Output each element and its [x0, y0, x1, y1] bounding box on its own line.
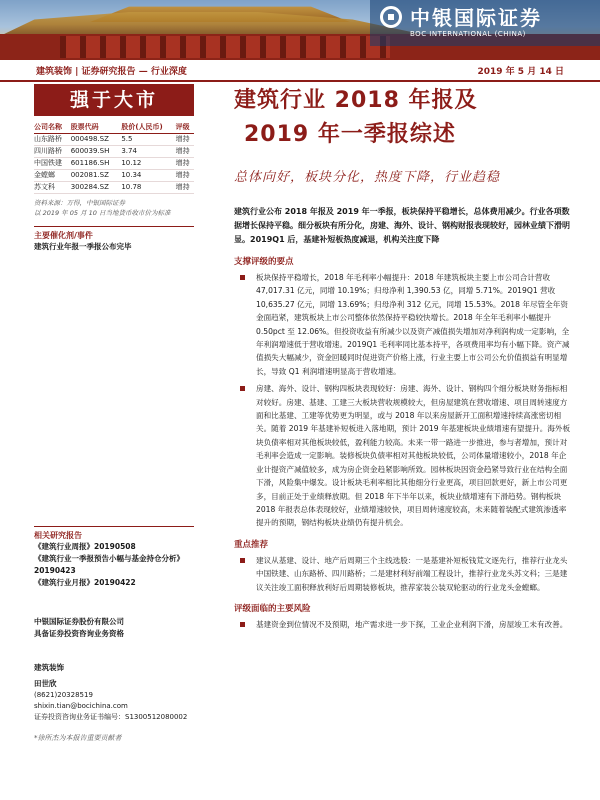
breadcrumb: 建筑装饰 | 证券研究报告 — 行业深度 [36, 67, 187, 77]
table-cell: 000498.SZ [71, 134, 122, 146]
left-sidebar [34, 84, 194, 253]
bullet-square-icon [240, 275, 245, 280]
col-header: 公司名称 [34, 122, 71, 134]
table-cell: 增持 [176, 170, 194, 182]
analyst-phone: (8621)20328519 [34, 691, 93, 699]
table-cell: 10.34 [121, 170, 175, 182]
table-cell: 中国铁建 [34, 158, 71, 170]
paragraph-text: 建议从基建、设计、地产后周期三个主线选股：一是基建补短板钱荒文逐先行，推荐行业龙头中国铁建、山东路桥、四川路桥；二是建材利好前端工程设计，推荐行业龙头苏文科；三是建议关注竣工面积释放利好后周期装修板块，推荐家装公装双轮驱动的行业龙头金螳螂。 [256, 555, 568, 592]
company-info [34, 616, 194, 640]
paragraph-text: 基建资金到位情况不及预期，地产需求进一步下探，工业企业利润下滑，房屋竣工未有改善。 [256, 619, 568, 629]
table-cell: 10.78 [121, 182, 175, 194]
bullet-paragraph [234, 554, 572, 594]
bullet-paragraph [234, 618, 572, 631]
bullet-square-icon [240, 558, 245, 563]
table-row [34, 146, 194, 158]
table-cell: 10.12 [121, 158, 175, 170]
report-summary: 建筑行业公布 2018 年报及 2019 年一季报，板块保持平稳增长，总体费用减少。行业各项数据增长保持平稳。细分板块有所分化，房建、海外、设计、钢构财报表现较好，园林业绩下滑明显。2019Q1 后，基建补短板热度减退，机构关注度下降 [234, 207, 570, 244]
related-item: 《建筑行业月报》20190422 [34, 578, 136, 587]
table-cell: 苏文科 [34, 182, 71, 194]
main-content [234, 84, 572, 631]
col-header: 股价(人民币) [121, 122, 175, 134]
col-header: 评级 [176, 122, 194, 134]
palace-columns [60, 36, 390, 58]
bullet-paragraph [234, 271, 572, 378]
related-reports [34, 518, 194, 589]
events-heading: 主要催化剂/事件 [34, 226, 194, 241]
sector-name: 建筑装饰 [34, 663, 64, 672]
analyst-cert: 证券投资咨询业务证书编号：S1300512080002 [34, 713, 188, 721]
related-heading: 相关研究报告 [34, 526, 194, 541]
brand-logo [370, 0, 600, 46]
bullet-paragraph [234, 382, 572, 529]
brand-name-en: BOC INTERNATIONAL (CHINA) [410, 30, 526, 38]
table-cell: 增持 [176, 146, 194, 158]
price-date-line: 以 2019 年 05 月 10 日当地货币收市价为标准 [34, 209, 171, 217]
report-date: 2019 年 5 月 14 日 [477, 67, 564, 77]
brand-name-cn: 中银国际证券 [410, 6, 542, 30]
table-source-note [34, 198, 194, 218]
section-recommendations: 重点推荐 [234, 539, 269, 550]
table-cell: 四川路桥 [34, 146, 71, 158]
analyst-email[interactable]: shixin.tian@bocichina.com [34, 702, 128, 710]
source-line: 资料来源：万得，中银国际证券 [34, 199, 125, 207]
section-rating-points: 支撑评级的要点 [234, 257, 294, 267]
analyst-name: 田世欣 [34, 679, 57, 688]
table-cell: 601186.SH [71, 158, 122, 170]
paragraph-text: 板块保持平稳增长，2018 年毛利率小幅提升：2018 年建筑板块主要上市公司合计营收 47,017.31 亿元，同增 10.19%；归母净利 1,390.53 亿，同增 5.71%。2019Q1 营收 10,635.27 亿元，同增 13.69%；归母净利 312 亿元，同增 15.53%。2018 年尽管全年资金面趋紧，建筑板块上市公司整体依然保持平稳较快增长。2018 年全年毛利率小幅提升 0.50pct 至 12.06%。但投资收益有所减少以及资产减值损失增加对净利润构成一定影响，全年利润增速低于营收增速。2019Q1 毛利率同比基本持平，各项费用率均有小幅下降。资产减值损失大幅减少，资金回暖同时促进资产价格上涨，行业主要上市公司公允价值损益有明显增长，导致 Q1 利润增速明显高于营收增速。 [256, 273, 570, 376]
table-cell: 增持 [176, 158, 194, 170]
boc-logo-icon [380, 6, 402, 28]
analyst-info [34, 662, 194, 723]
report-title-line1: 建筑行业 2018 年报及 [234, 88, 478, 113]
table-row [34, 158, 194, 170]
table-row [34, 170, 194, 182]
report-title-line2: 2019 年一季报综述 [244, 122, 456, 147]
stock-table [34, 122, 194, 194]
table-cell: 山东路桥 [34, 134, 71, 146]
col-header: 股票代码 [71, 122, 122, 134]
company-name: 中银国际证券股份有限公司 [34, 617, 124, 626]
bullet-square-icon [240, 622, 245, 627]
table-cell: 600039.SH [71, 146, 122, 158]
stock-table-header [34, 122, 194, 134]
paragraph-text: 房建、海外、设计、钢构四板块表现较好：房建、海外、设计、钢构四个细分板块财务指标相对较好。房建、基建、工建三大板块营收规模较大，但房屋建筑在营收增速、项目周转速度方面和比基建、工建等优势更为明显，或与 2018 年以来房屋新开工面积增速持续高涨密切相关。随着 2019 年基建补短板进入落地期，预计 2019 年基建板块业绩增速有望提升。海外板块负债率相对其他板块较低，盈利能力较高。未来一带一路进一步推进，参与者增加，预计对毛利率会造成一定影响。装修板块负债率相对其他板块较低，公司体量增速较小，2018 年企业计提资产减值较多，成为房企资金趋紧影响所致。园林板块因资金趋紧导致行业在结构全面下滑，风险集中爆发。设计板块毛利率相比其他细分行业更高，项目回款更好，新上市公司更多，目前正处于业绩释放期。但 2018 年下半年以来，板块业绩增速有下滑趋势。钢构板块 2018 年报表总体表现较好，业绩增速较快，项目周转速度较高，未来随着装配式建筑渗透率提升的预期，钢结构板块业绩仍有提升机会。 [256, 384, 571, 528]
table-cell: 增持 [176, 134, 194, 146]
table-cell: 增持 [176, 182, 194, 194]
table-cell: 3.74 [121, 146, 175, 158]
rating-badge: 强于大市 [34, 84, 194, 116]
bullet-square-icon [240, 386, 245, 391]
table-cell: 5.5 [121, 134, 175, 146]
contributor-note: *徐所杰为本报告重要贡献者 [34, 734, 122, 742]
company-qualification: 具备证券投资咨询业务资格 [34, 629, 124, 638]
header-banner [0, 0, 600, 60]
table-cell: 002081.SZ [71, 170, 122, 182]
table-row [34, 134, 194, 146]
related-item: 《建筑行业周报》20190508 [34, 542, 136, 551]
related-item: 《建筑行业一季报预告小幅与基金持仓分析》20190423 [34, 554, 184, 575]
table-cell: 金螳螂 [34, 170, 71, 182]
events-text: 建筑行业年报一季报公布完毕 [34, 242, 132, 251]
report-subheader [0, 60, 600, 82]
table-cell: 300284.SZ [71, 182, 122, 194]
report-subtitle: 总体向好，板块分化，热度下降，行业趋稳 [234, 170, 501, 185]
table-row [34, 182, 194, 194]
section-risks: 评级面临的主要风险 [234, 603, 311, 614]
